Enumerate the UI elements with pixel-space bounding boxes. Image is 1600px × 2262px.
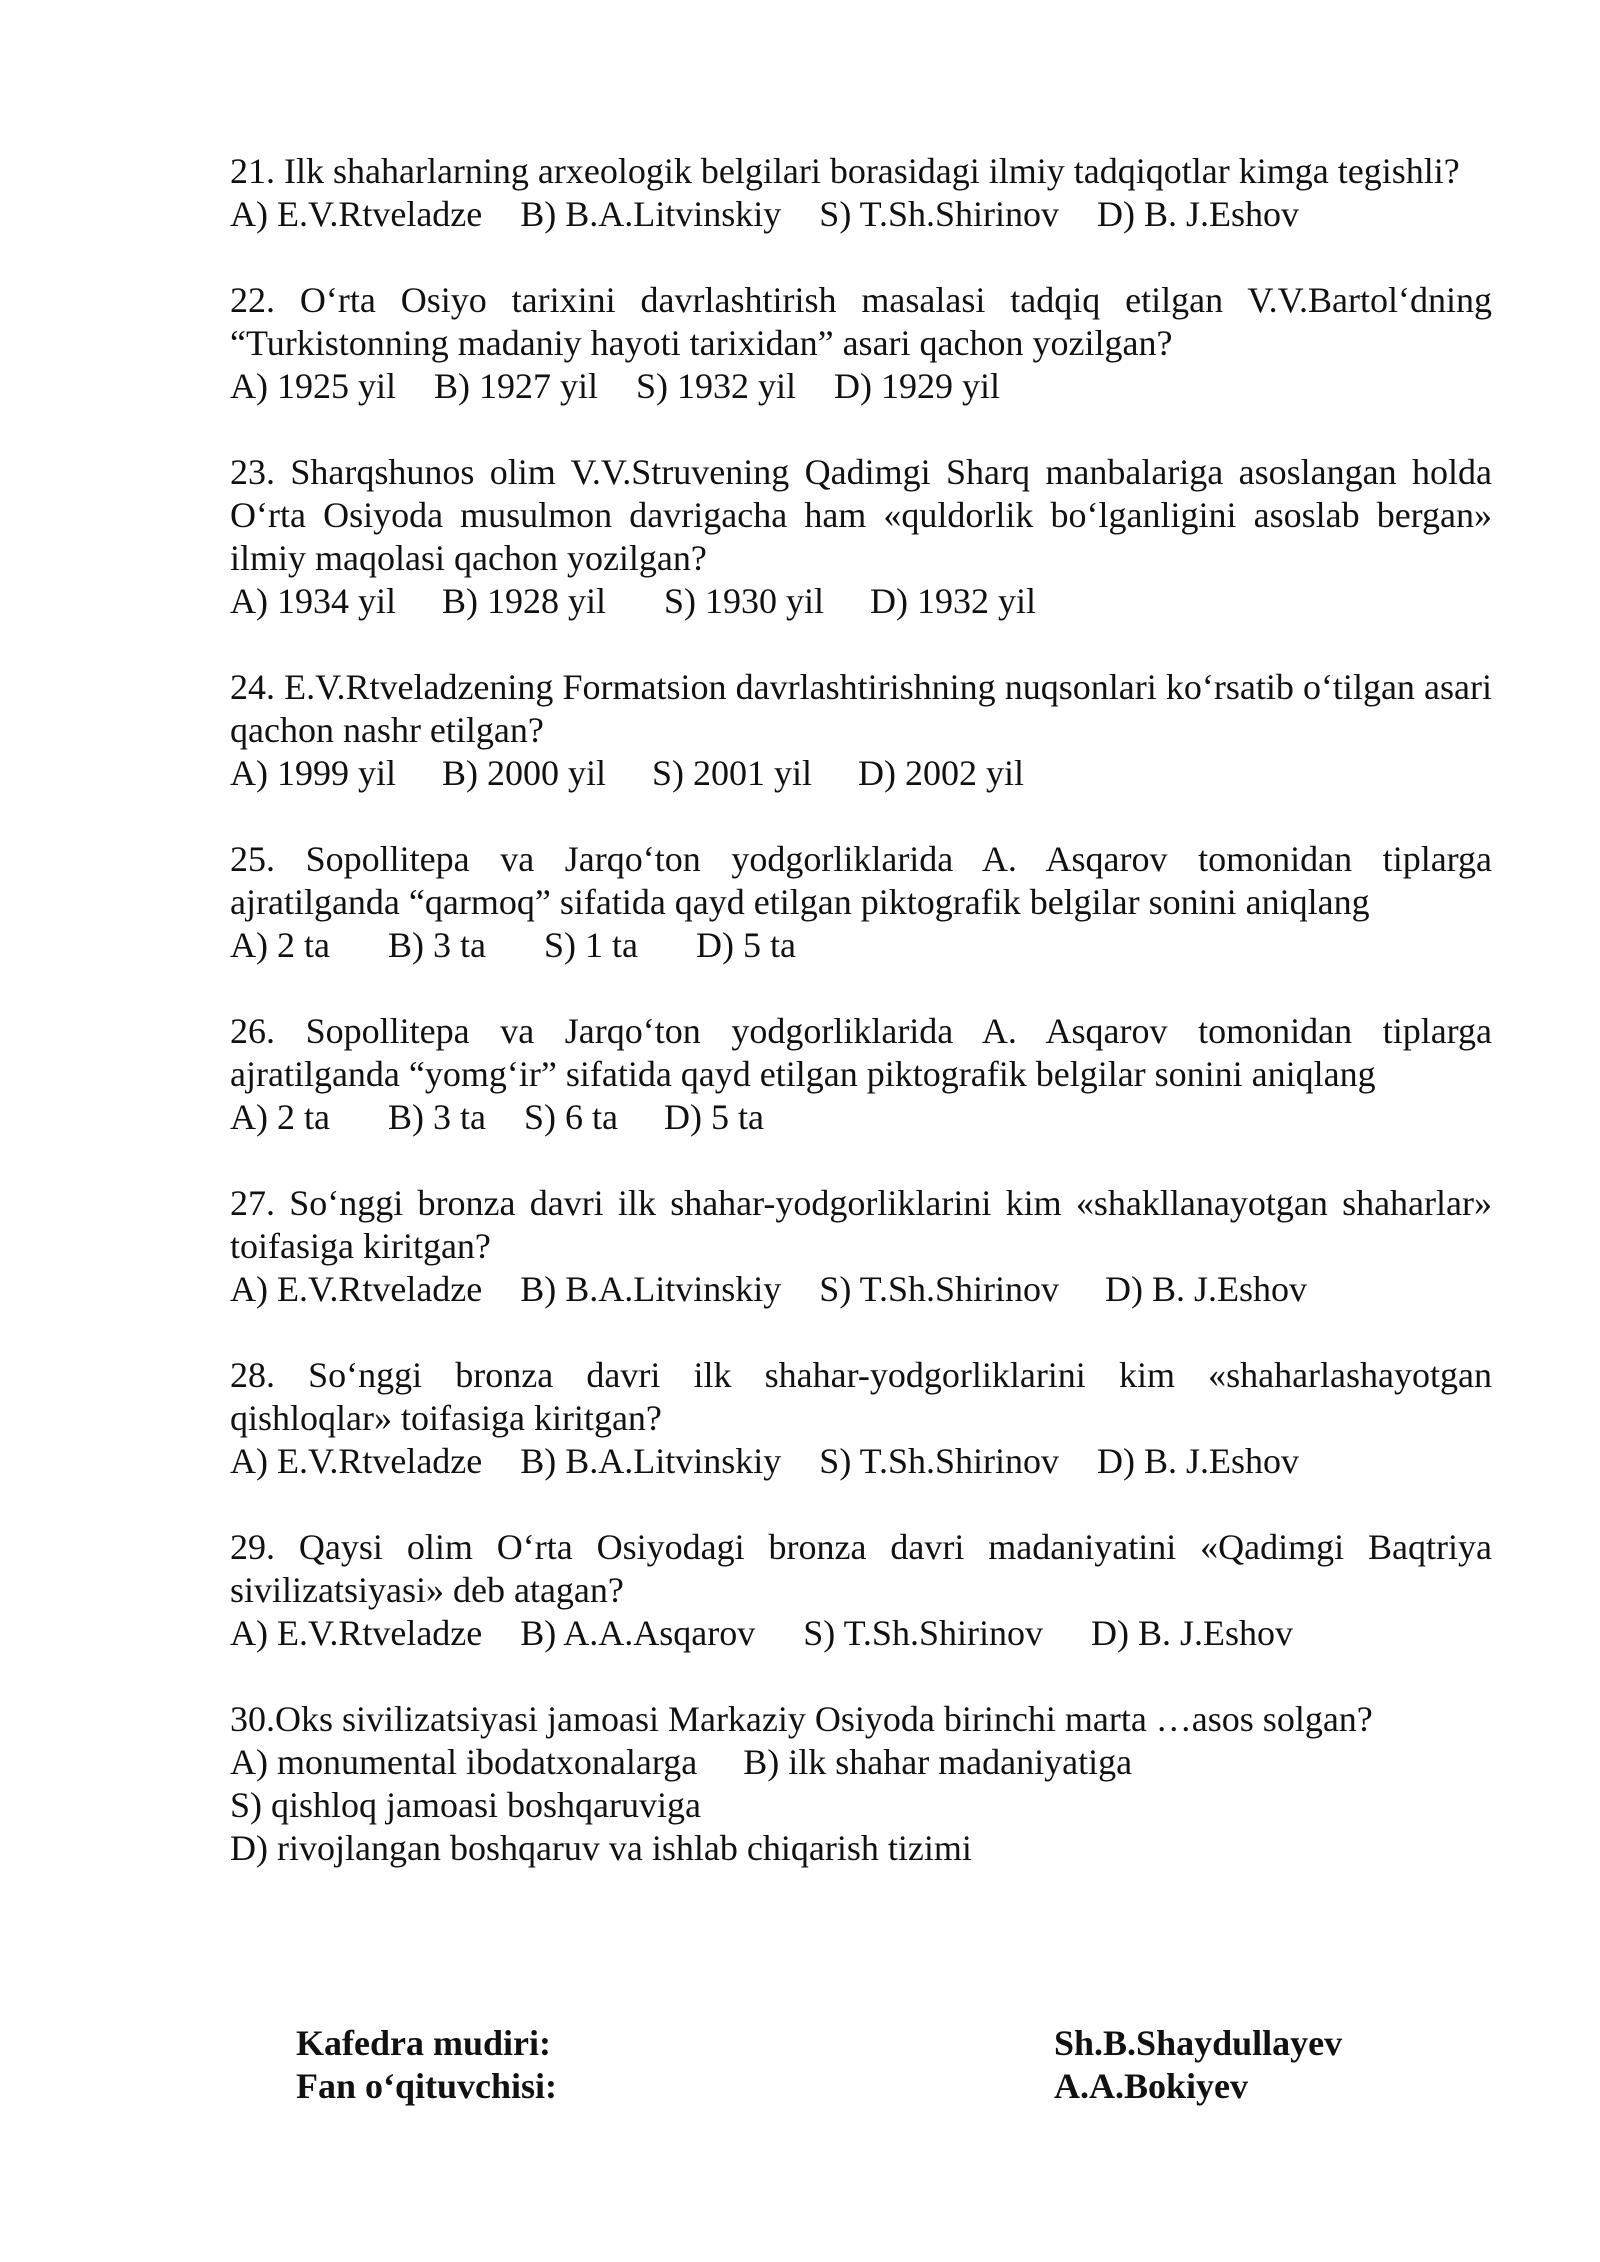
question-21 [230,150,1492,236]
answer-s: S) 1930 yil [664,581,825,621]
head-role-label: Kafedra mudiri: [296,2023,551,2063]
answer-d: D) 5 ta [695,925,796,965]
answer-s: S) qishloq jamoasi boshqaruviga [230,1785,701,1825]
answer-options [230,1440,1492,1483]
answer-b: B) A.A.Asqarov [520,1613,756,1653]
teacher-role-label: Fan o‘qituvchisi: [296,2066,558,2106]
answer-b: B) ilk shahar madaniyatiga [743,1742,1133,1782]
answer-s: S) T.Sh.Shirinov [803,1613,1043,1653]
answer-b: B) B.A.Litvinskiy [520,194,782,234]
answer-options [230,365,1492,408]
answer-d: D) 1929 yil [834,366,1001,406]
answer-d: D) B. J.Eshov [1090,1613,1293,1653]
question-text: 22. O‘rta Osiyo tarixini davrlashtirish masalasi tadqiq etilgan V.V.Bartol‘dning “Turkistonning madaniy hayoti tarixidan” asari qachon yozilgan? [230,280,1492,363]
answer-a: A) 1999 yil [230,753,396,793]
answer-b: B) 2000 yil [442,753,607,793]
answer-options [230,193,1492,236]
answer-options [230,1741,1492,1870]
answer-a: A) E.V.Rtveladze [230,1441,483,1481]
answer-s: S) 2001 yil [652,753,813,793]
question-28 [230,1354,1492,1483]
test-questions [230,150,1492,1913]
question-27 [230,1182,1492,1311]
question-29 [230,1526,1492,1655]
question-26 [230,1010,1492,1139]
question-25 [230,838,1492,967]
answer-s: S) 6 ta [523,1097,618,1137]
question-text: 28. So‘nggi bronza davri ilk shahar-yodgorliklarini kim «shaharlashayotgan qishloqlar» toifasiga kiritgan? [230,1355,1492,1438]
answer-a: A) 1934 yil [230,581,396,621]
answer-s: S) T.Sh.Shirinov [819,1269,1060,1309]
answer-options [230,1268,1492,1311]
question-text: 21. Ilk shaharlarning arxeologik belgilari borasidagi ilmiy tadqiqotlar kimga tegishli? [230,151,1460,191]
question-22 [230,279,1492,408]
answer-s: S) T.Sh.Shirinov [819,1441,1060,1481]
answer-s: S) 1 ta [543,925,638,965]
answer-b: B) 3 ta [387,925,486,965]
answer-b: B) 3 ta [387,1097,486,1137]
signature-block [296,2022,1396,2108]
question-24 [230,666,1492,795]
answer-a: A) 2 ta [230,1097,330,1137]
answer-d: D) B. J.Eshov [1105,1269,1308,1309]
answer-d: D) B. J.Eshov [1097,1441,1300,1481]
answer-b: B) 1928 yil [442,581,607,621]
answer-d: D) 1932 yil [870,581,1037,621]
question-text: 27. So‘nggi bronza davri ilk shahar-yodgorliklarini kim «shakllanayotgan shaharlar» toifasiga kiritgan? [230,1183,1492,1266]
question-text: 29. Qaysi olim O‘rta Osiyodagi bronza davri madaniyatini «Qadimgi Baqtriya sivilizatsiyasi» deb atagan? [230,1527,1492,1610]
answer-d: D) rivojlangan boshqaruv va ishlab chiqarish tizimi [230,1828,972,1868]
question-30 [230,1698,1492,1870]
teacher-name: A.A.Bokiyev [1054,2066,1249,2106]
answer-a: A) 2 ta [230,925,330,965]
answer-s: S) 1932 yil [636,366,797,406]
answer-a: A) E.V.Rtveladze [230,1613,483,1653]
answer-b: B) 1927 yil [434,366,599,406]
answer-d: D) 5 ta [663,1097,764,1137]
signature-row-teacher [296,2065,1396,2108]
question-text: 24. E.V.Rtveladzening Formatsion davrlashtirishning nuqsonlari ko‘rsatib o‘tilgan asari qachon nashr etilgan? [230,667,1492,750]
answer-a: A) 1925 yil [230,366,396,406]
question-text: 30.Oks sivilizatsiyasi jamoasi Markaziy Osiyoda birinchi marta …asos solgan? [230,1699,1373,1739]
question-text: 23. Sharqshunos olim V.V.Struvening Qadimgi Sharq manbalariga asoslangan holda O‘rta Osiyoda musulmon davrigacha ham «quldorlik bo‘lganligini asoslab bergan» ilmiy maqolasi qachon yozilgan? [230,452,1492,578]
answer-b: B) B.A.Litvinskiy [520,1269,782,1309]
answer-options [230,1612,1492,1655]
answer-s: S) T.Sh.Shirinov [819,194,1060,234]
question-text: 25. Sopollitepa va Jarqo‘ton yodgorliklarida A. Asqarov tomonidan tiplarga ajratilganda “qarmoq” sifatida qayd etilgan piktografik belgilar sonini aniqlang [230,839,1492,922]
signature-row-head [296,2022,1396,2065]
answer-a: A) monumental ibodatxonalarga [230,1742,698,1782]
answer-options [230,580,1492,623]
answer-a: A) E.V.Rtveladze [230,1269,483,1309]
answer-options [230,924,1492,967]
answer-options [230,1096,1492,1139]
answer-a: A) E.V.Rtveladze [230,194,483,234]
head-name: Sh.B.Shaydullayev [1054,2023,1343,2063]
answer-options [230,752,1492,795]
answer-d: D) B. J.Eshov [1097,194,1300,234]
answer-d: D) 2002 yil [858,753,1025,793]
answer-b: B) B.A.Litvinskiy [520,1441,782,1481]
question-23 [230,451,1492,623]
question-text: 26. Sopollitepa va Jarqo‘ton yodgorliklarida A. Asqarov tomonidan tiplarga ajratilganda “yomg‘ir” sifatida qayd etilgan piktografik belgilar sonini aniqlang [230,1011,1492,1094]
